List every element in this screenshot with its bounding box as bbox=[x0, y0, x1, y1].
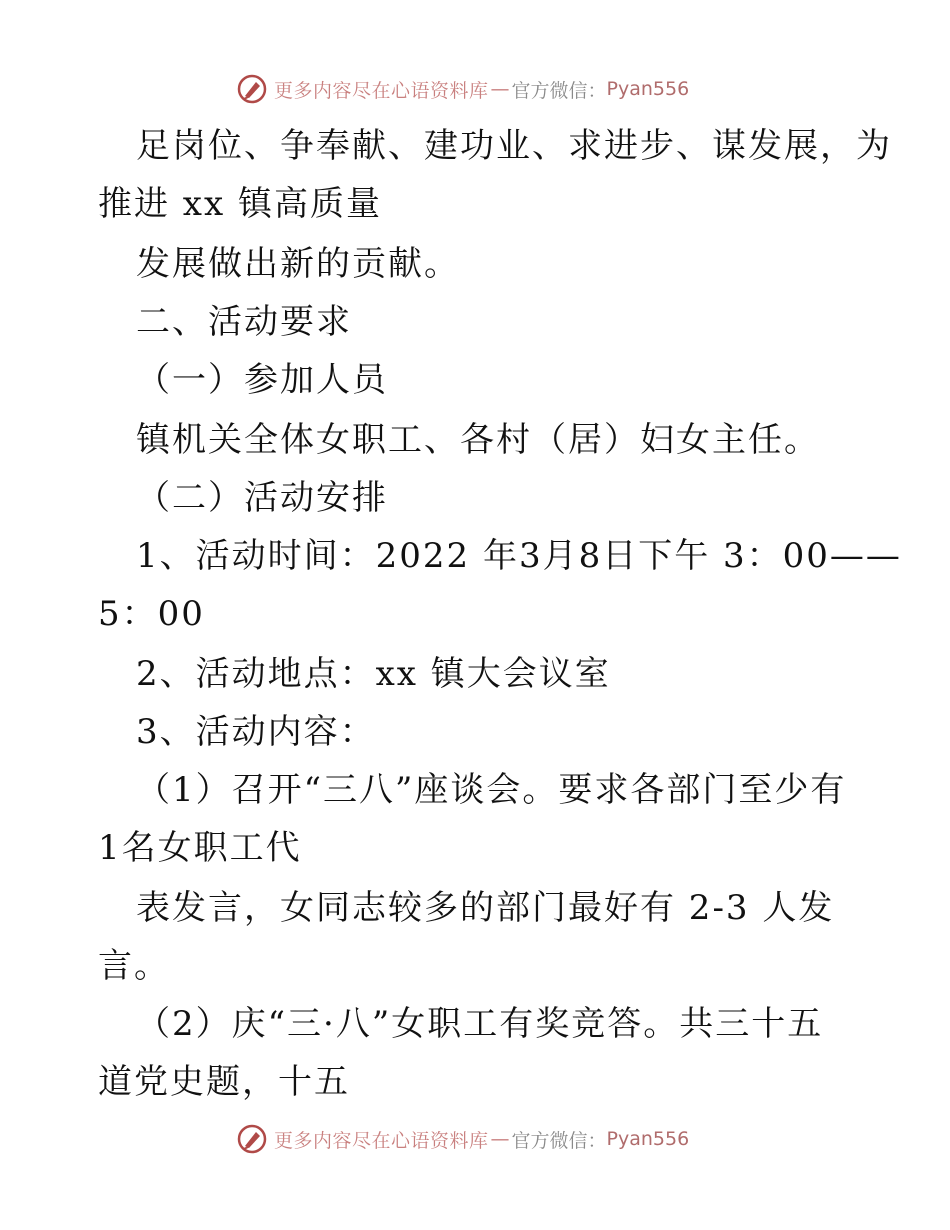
watermark-handle: Pyan556 bbox=[606, 1128, 690, 1150]
subsection-heading: （一）参加人员 bbox=[136, 360, 388, 400]
body-line: 道党史题，十五 bbox=[98, 1062, 350, 1102]
watermark-text: 更多内容尽在心语资料库 bbox=[274, 79, 489, 102]
watermark-label: 官方微信： bbox=[511, 79, 607, 102]
watermark-label: 官方微信： bbox=[511, 1129, 607, 1152]
pen-logo-icon bbox=[236, 1123, 268, 1155]
body-line: 2、活动地点：xx 镇大会议室 bbox=[136, 654, 611, 694]
body-line: （2）庆“三·八”女职工有奖竞答。共三十五 bbox=[136, 1004, 824, 1044]
body-line: 1名女职工代 bbox=[98, 828, 302, 868]
watermark-header bbox=[236, 72, 689, 106]
body-line: 1、活动时间：2022 年3月8日下午 3：00—— bbox=[136, 536, 902, 576]
body-line: 表发言，女同志较多的部门最好有 2-3 人发 bbox=[136, 888, 835, 928]
watermark-text: 更多内容尽在心语资料库 bbox=[274, 1129, 489, 1152]
watermark-separator: — bbox=[490, 78, 510, 100]
body-line: 3、活动内容： bbox=[136, 712, 376, 752]
body-line: （1）召开“三八”座谈会。要求各部门至少有 bbox=[136, 770, 847, 810]
body-line: 5：00 bbox=[98, 594, 205, 634]
body-line: 推进 xx 镇高质量 bbox=[98, 184, 382, 224]
body-line: 言。 bbox=[98, 946, 170, 986]
watermark-separator: — bbox=[490, 1128, 510, 1150]
watermark-handle: Pyan556 bbox=[606, 78, 690, 100]
body-line: 发展做出新的贡献。 bbox=[136, 244, 460, 284]
pen-logo-icon bbox=[236, 73, 268, 105]
section-heading: 二、活动要求 bbox=[136, 302, 352, 342]
body-line: 足岗位、争奉献、建功业、求进步、谋发展，为 bbox=[136, 126, 892, 166]
subsection-heading: （二）活动安排 bbox=[136, 478, 388, 518]
body-line: 镇机关全体女职工、各村（居）妇女主任。 bbox=[136, 420, 820, 460]
watermark-footer bbox=[236, 1122, 689, 1156]
